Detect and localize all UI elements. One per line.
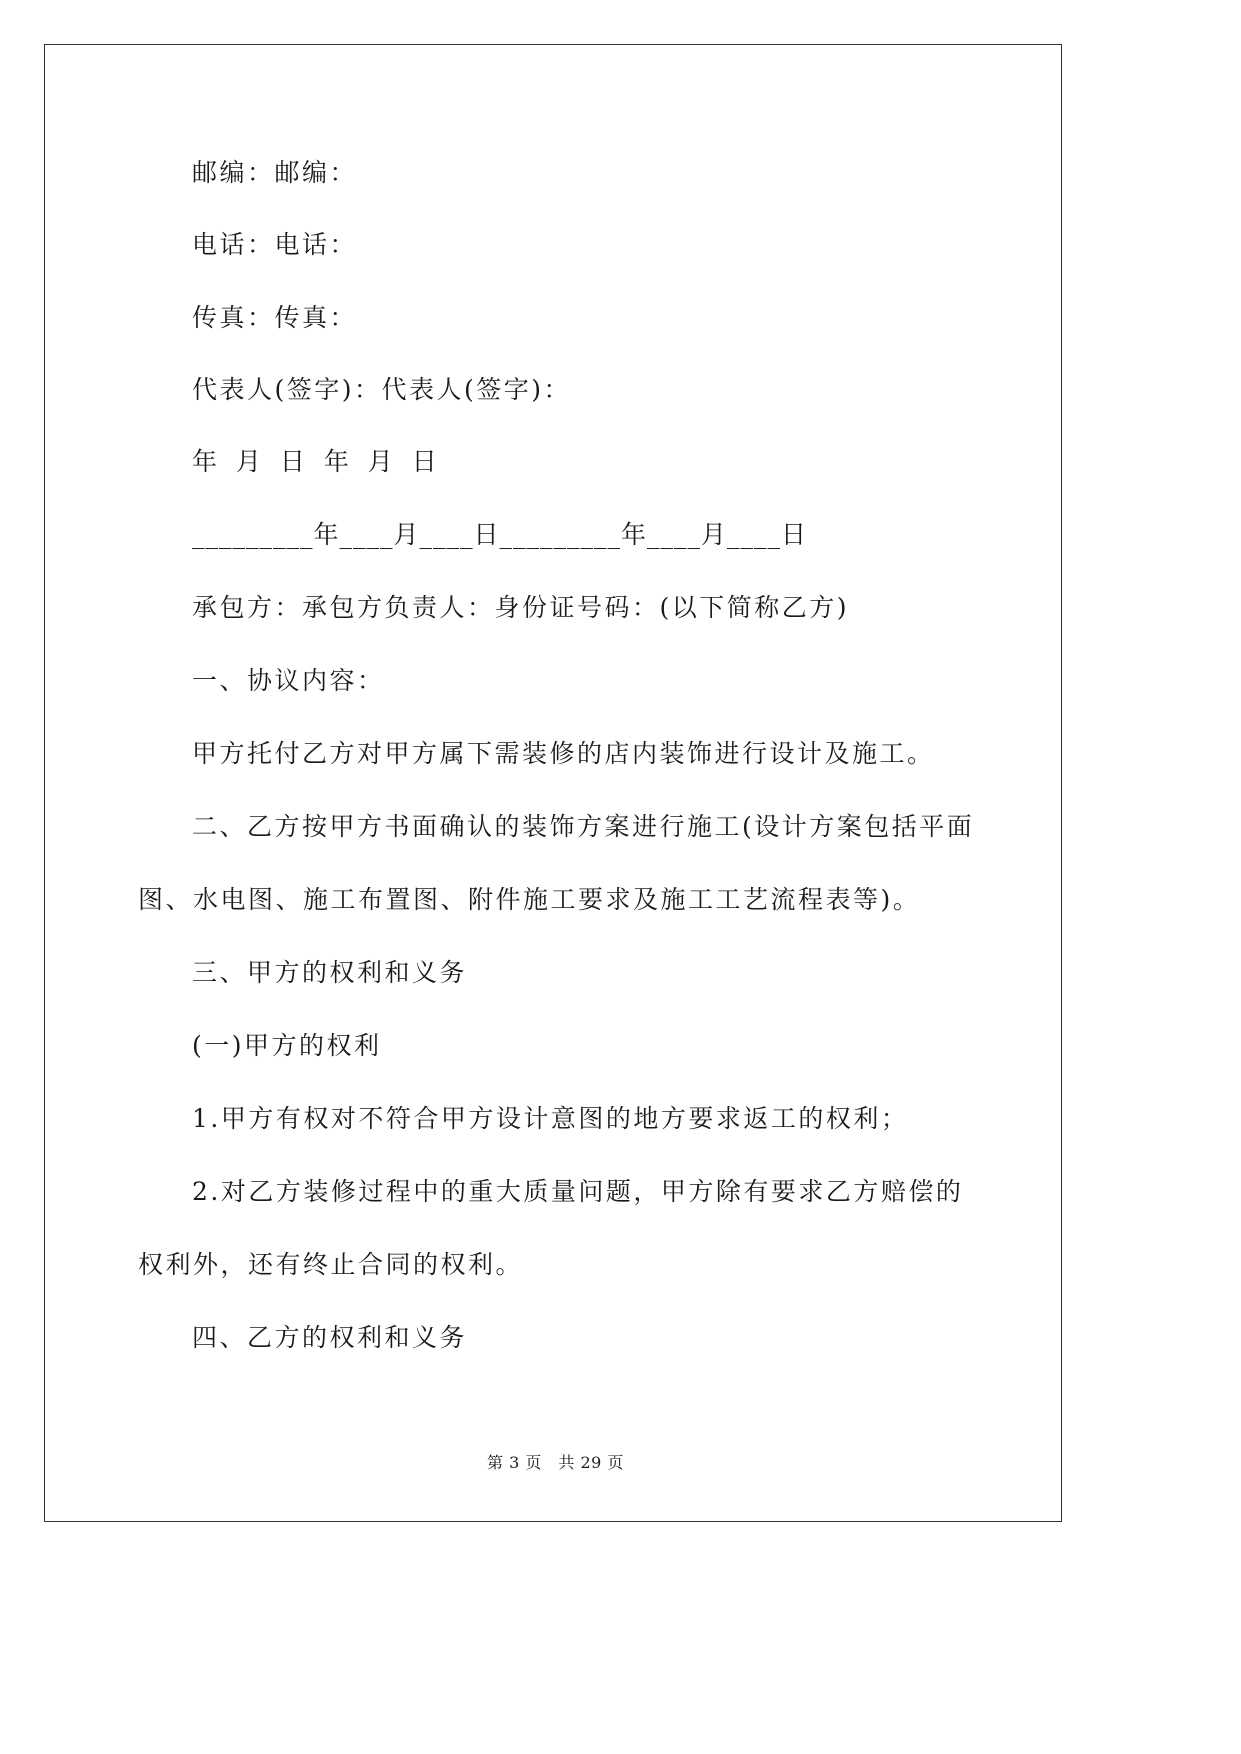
phone-line: 电话：电话： [192, 230, 358, 259]
fax-line: 传真：传真： [192, 303, 358, 332]
page-number: 第 3 页 共 29 页 [487, 1453, 624, 1472]
paragraph-construction-continued: 图、水电图、施工布置图、附件施工要求及施工工艺流程表等)。 [138, 885, 921, 914]
list-item-1: 1.甲方有权对不符合甲方设计意图的地方要求返工的权利； [192, 1104, 909, 1133]
section-heading-party-b: 四、乙方的权利和义务 [192, 1323, 468, 1352]
representative-signature-line: 代表人(签字)：代表人(签字)： [192, 375, 572, 404]
paragraph-construction: 二、乙方按甲方书面确认的装饰方案进行施工(设计方案包括平面 [192, 812, 975, 841]
contractor-line: 承包方：承包方负责人：身份证号码：(以下简称乙方) [192, 593, 850, 622]
list-item-2-continued: 权利外，还有终止合同的权利。 [138, 1250, 524, 1279]
paragraph-agreement: 甲方托付乙方对甲方属下需装修的店内装饰进行设计及施工。 [192, 739, 935, 768]
date-line: 年 月 日 年 月 日 [192, 447, 440, 476]
section-heading-party-a: 三、甲方的权利和义务 [192, 958, 468, 987]
list-item-2: 2.对乙方装修过程中的重大质量问题，甲方除有要求乙方赔偿的 [192, 1177, 964, 1206]
page-border [44, 44, 1062, 1522]
subsection-heading-party-a-rights: (一)甲方的权利 [192, 1031, 382, 1060]
section-heading-agreement: 一、协议内容： [192, 666, 385, 695]
postcode-line: 邮编：邮编： [192, 158, 358, 187]
date-blank-line: _________年____月____日_________年____月____日 [192, 520, 808, 549]
